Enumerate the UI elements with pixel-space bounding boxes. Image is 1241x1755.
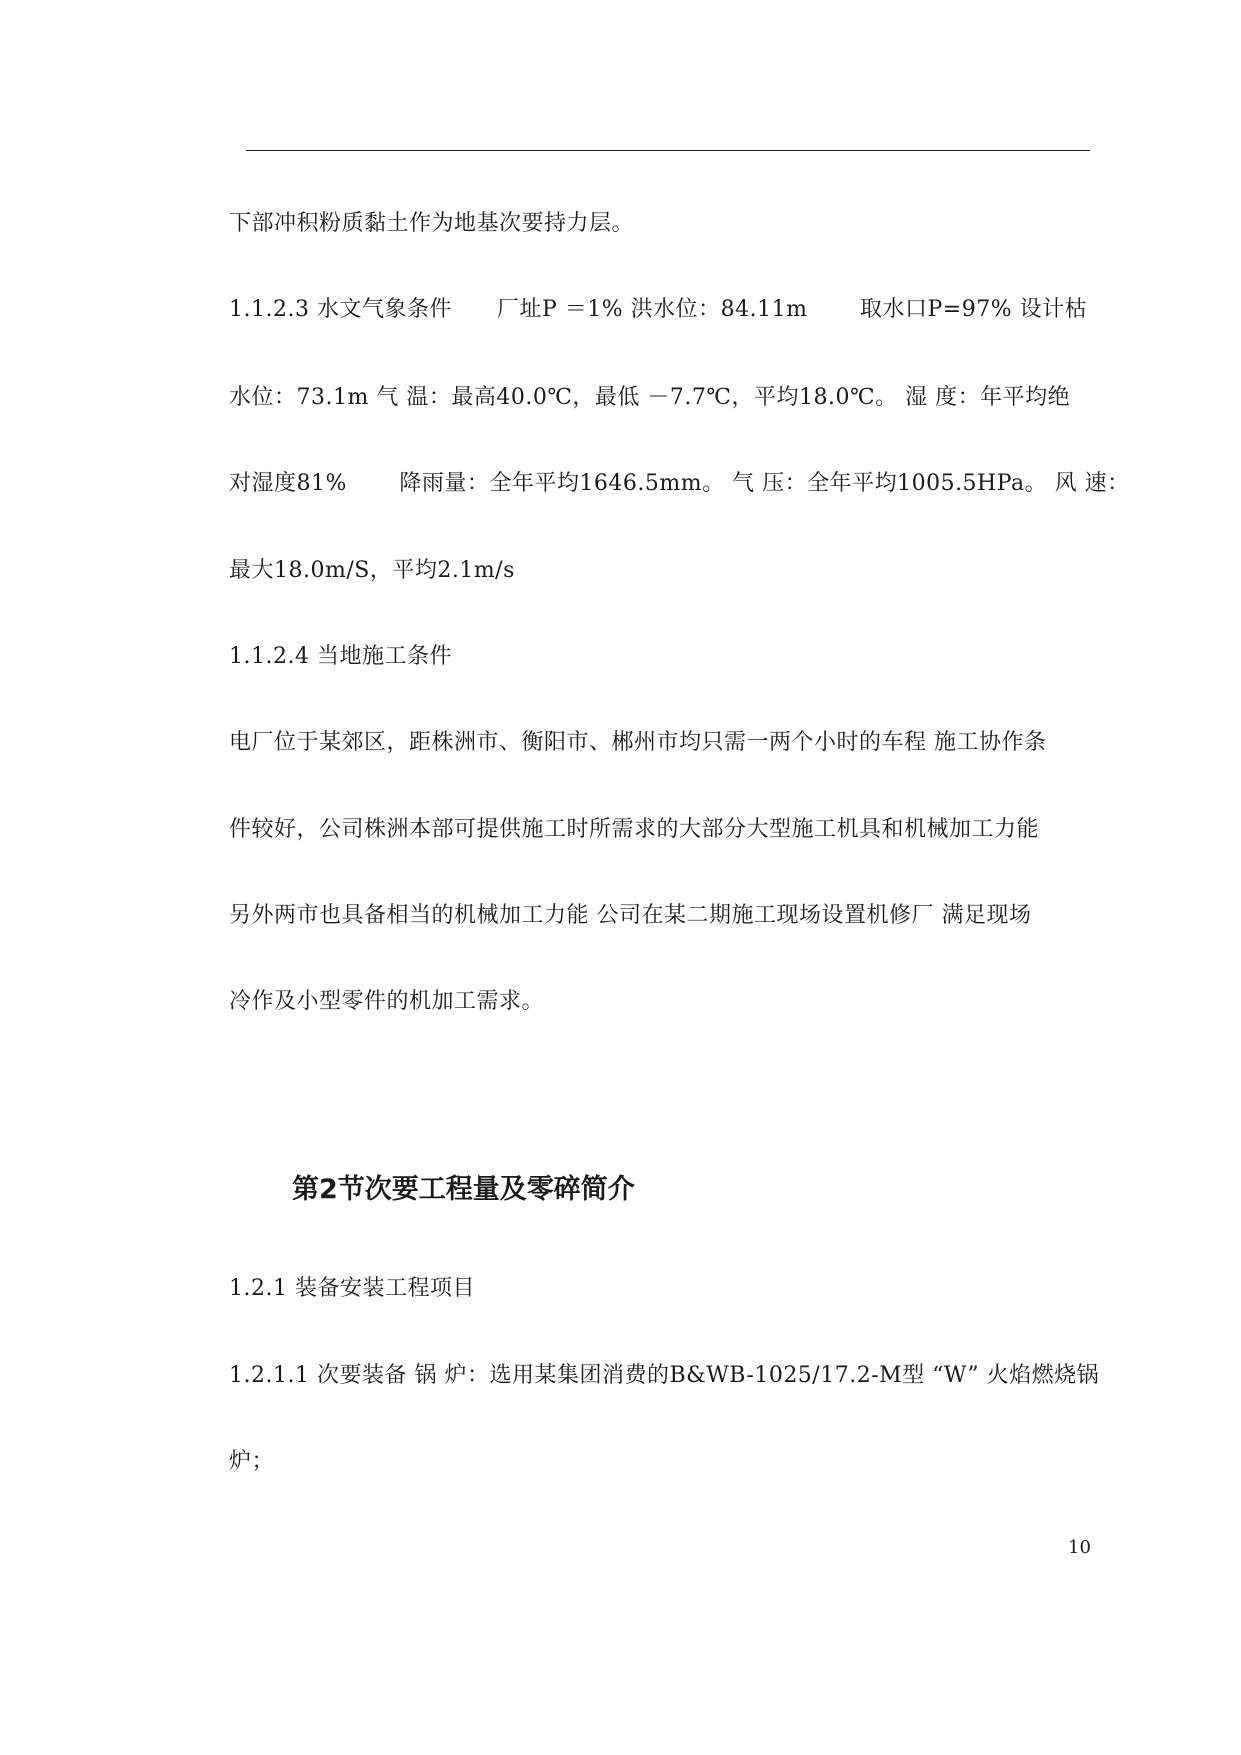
body-line: 1.1.2.3 水文气象条件 厂址P ＝1% 洪水位：84.11m 取水口P=97% 设计枯 xyxy=(229,297,1088,322)
body-line: 另外两市也具备相当的机械加工力能 公司在某二期施工现场设置机修厂 满足现场 xyxy=(229,903,1032,928)
body-line: 水位：73.1m 气 温：最高40.0℃，最低 －7.7℃，平均18.0℃。 湿 度：年平均绝 xyxy=(229,385,1071,410)
section-heading: 第2节次要工程量及零碎简介 xyxy=(292,1174,635,1205)
body-line: 1.2.1 装备安装工程项目 xyxy=(229,1276,475,1301)
body-line: 件较好，公司株洲本部可提供施工时所需求的大部分大型施工机具和机械加工力能 xyxy=(229,817,1040,842)
body-line: 最大18.0m/S，平均2.1m/s xyxy=(229,558,515,583)
body-line: 下部冲积粉质黏土作为地基次要持力层。 xyxy=(229,211,635,236)
body-line: 炉； xyxy=(229,1449,275,1474)
body-line: 1.2.1.1 次要装备 锅 炉：选用某集团消费的B&WB-1025/17.2-M型 “W” 火焰燃烧锅 xyxy=(229,1363,1100,1388)
body-line: 对湿度81% 降雨量：全年平均1646.5mm。 气 压：全年平均1005.5HPa。 风 速： xyxy=(229,471,1130,496)
body-line: 电厂位于某郊区，距株洲市、衡阳市、郴州市均只需一两个小时的车程 施工协作条 xyxy=(229,730,1047,755)
body-line: 1.1.2.4 当地施工条件 xyxy=(229,644,452,669)
body-line: 冷作及小型零件的机加工需求。 xyxy=(229,989,545,1014)
page-number: 10 xyxy=(1068,1537,1091,1558)
header-rule xyxy=(246,150,1090,151)
